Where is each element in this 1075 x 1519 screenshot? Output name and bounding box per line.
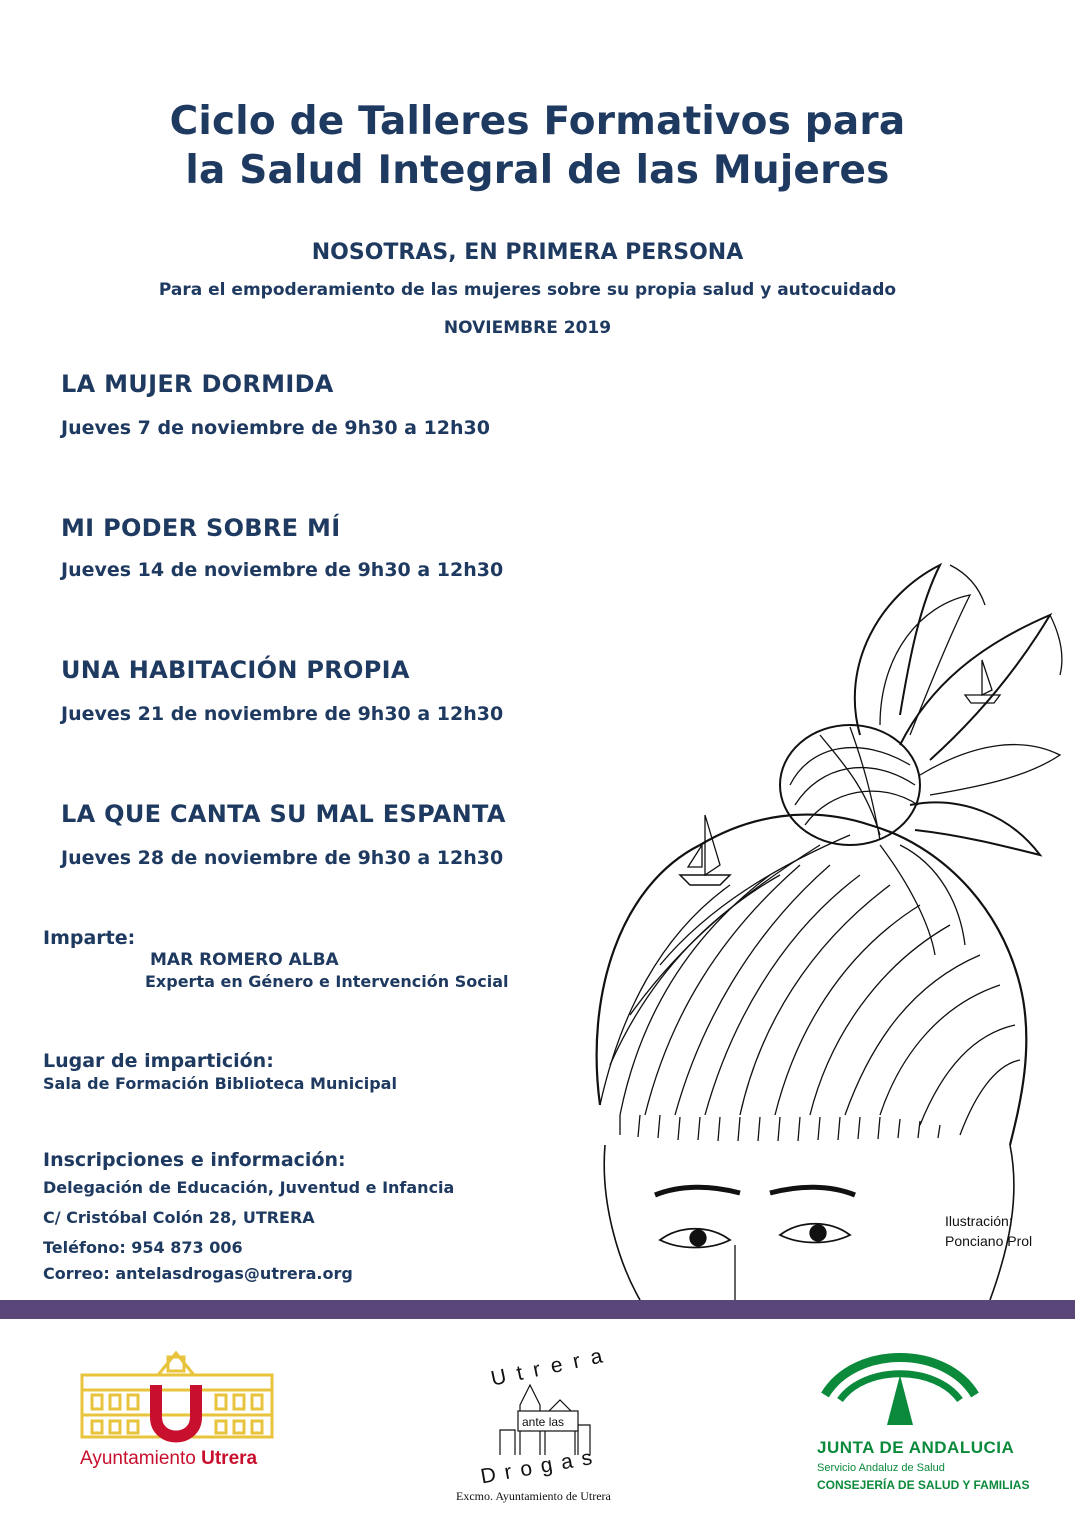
excmo-ayuntamiento-text: Excmo. Ayuntamiento de Utrera <box>456 1489 611 1503</box>
junta-consejeria: CONSEJERÍA DE SALUD Y FAMILIAS <box>817 1478 1030 1492</box>
subtitle: NOSOTRAS, EN PRIMERA PERSONA <box>311 240 744 265</box>
contact-phone: Teléfono: 954 873 006 <box>43 1238 243 1257</box>
page-title-line2: la Salud Integral de las Mujeres <box>185 148 890 193</box>
workshop-title: LA MUJER DORMIDA <box>61 370 334 398</box>
instructor-label: Imparte: <box>43 927 136 949</box>
workshop-date: Jueves 7 de noviembre de 9h30 a 12h30 <box>61 417 490 439</box>
tagline: Para el empoderamiento de las mujeres sobre su propia salud y autocuidado <box>158 280 897 300</box>
workshop-date: Jueves 28 de noviembre de 9h30 a 12h30 <box>61 847 504 869</box>
venue-label: Lugar de impartición: <box>43 1050 274 1072</box>
utrera-ante-las-drogas-logo <box>450 1335 640 1510</box>
illustration-credit-author: Ponciano Prol <box>945 1233 1033 1249</box>
page-title-line1: Ciclo de Talleres Formativos para <box>169 99 906 144</box>
town-hall-icon <box>78 1345 278 1445</box>
woman-hair-illustration <box>580 545 1075 1300</box>
workshop-title: LA QUE CANTA SU MAL ESPANTA <box>61 800 506 828</box>
contact-label: Inscripciones e información: <box>43 1149 346 1171</box>
contact-department: Delegación de Educación, Juventud e Infancia <box>43 1178 455 1197</box>
month-label: NOVIEMBRE 2019 <box>443 318 612 338</box>
footer-divider <box>0 1300 1075 1319</box>
venue-place: Sala de Formación Biblioteca Municipal <box>43 1074 397 1093</box>
contact-address: C/ Cristóbal Colón 28, UTRERA <box>43 1208 315 1227</box>
instructor-name: MAR ROMERO ALBA <box>150 950 339 970</box>
ayuntamiento-utrera-logo <box>78 1345 278 1475</box>
junta-name: JUNTA DE ANDALUCIA <box>817 1438 1015 1457</box>
junta-sas: Servicio Andaluz de Salud <box>817 1462 945 1474</box>
workshop-title: MI PODER SOBRE MÍ <box>61 514 341 542</box>
workshop-date: Jueves 21 de noviembre de 9h30 a 12h30 <box>61 703 504 725</box>
workshop-title: UNA HABITACIÓN PROPIA <box>61 656 410 684</box>
contact-email[interactable]: Correo: antelasdrogas@utrera.org <box>43 1264 353 1283</box>
junta-de-andalucia-logo <box>815 1340 1030 1500</box>
ayuntamiento-city: Utrera <box>201 1448 258 1469</box>
workshop-date: Jueves 14 de noviembre de 9h30 a 12h30 <box>61 559 504 581</box>
instructor-role: Experta en Género e Intervención Social <box>145 972 509 991</box>
ante-las-text: ante las <box>522 1415 565 1429</box>
ayuntamiento-prefix: Ayuntamiento <box>80 1448 196 1469</box>
junta-arch-icon <box>815 1340 985 1430</box>
drogas-word: Drogas <box>478 1444 603 1489</box>
illustration-credit-label: Ilustración: <box>945 1213 1013 1229</box>
utrera-word: Utrera <box>488 1342 616 1391</box>
